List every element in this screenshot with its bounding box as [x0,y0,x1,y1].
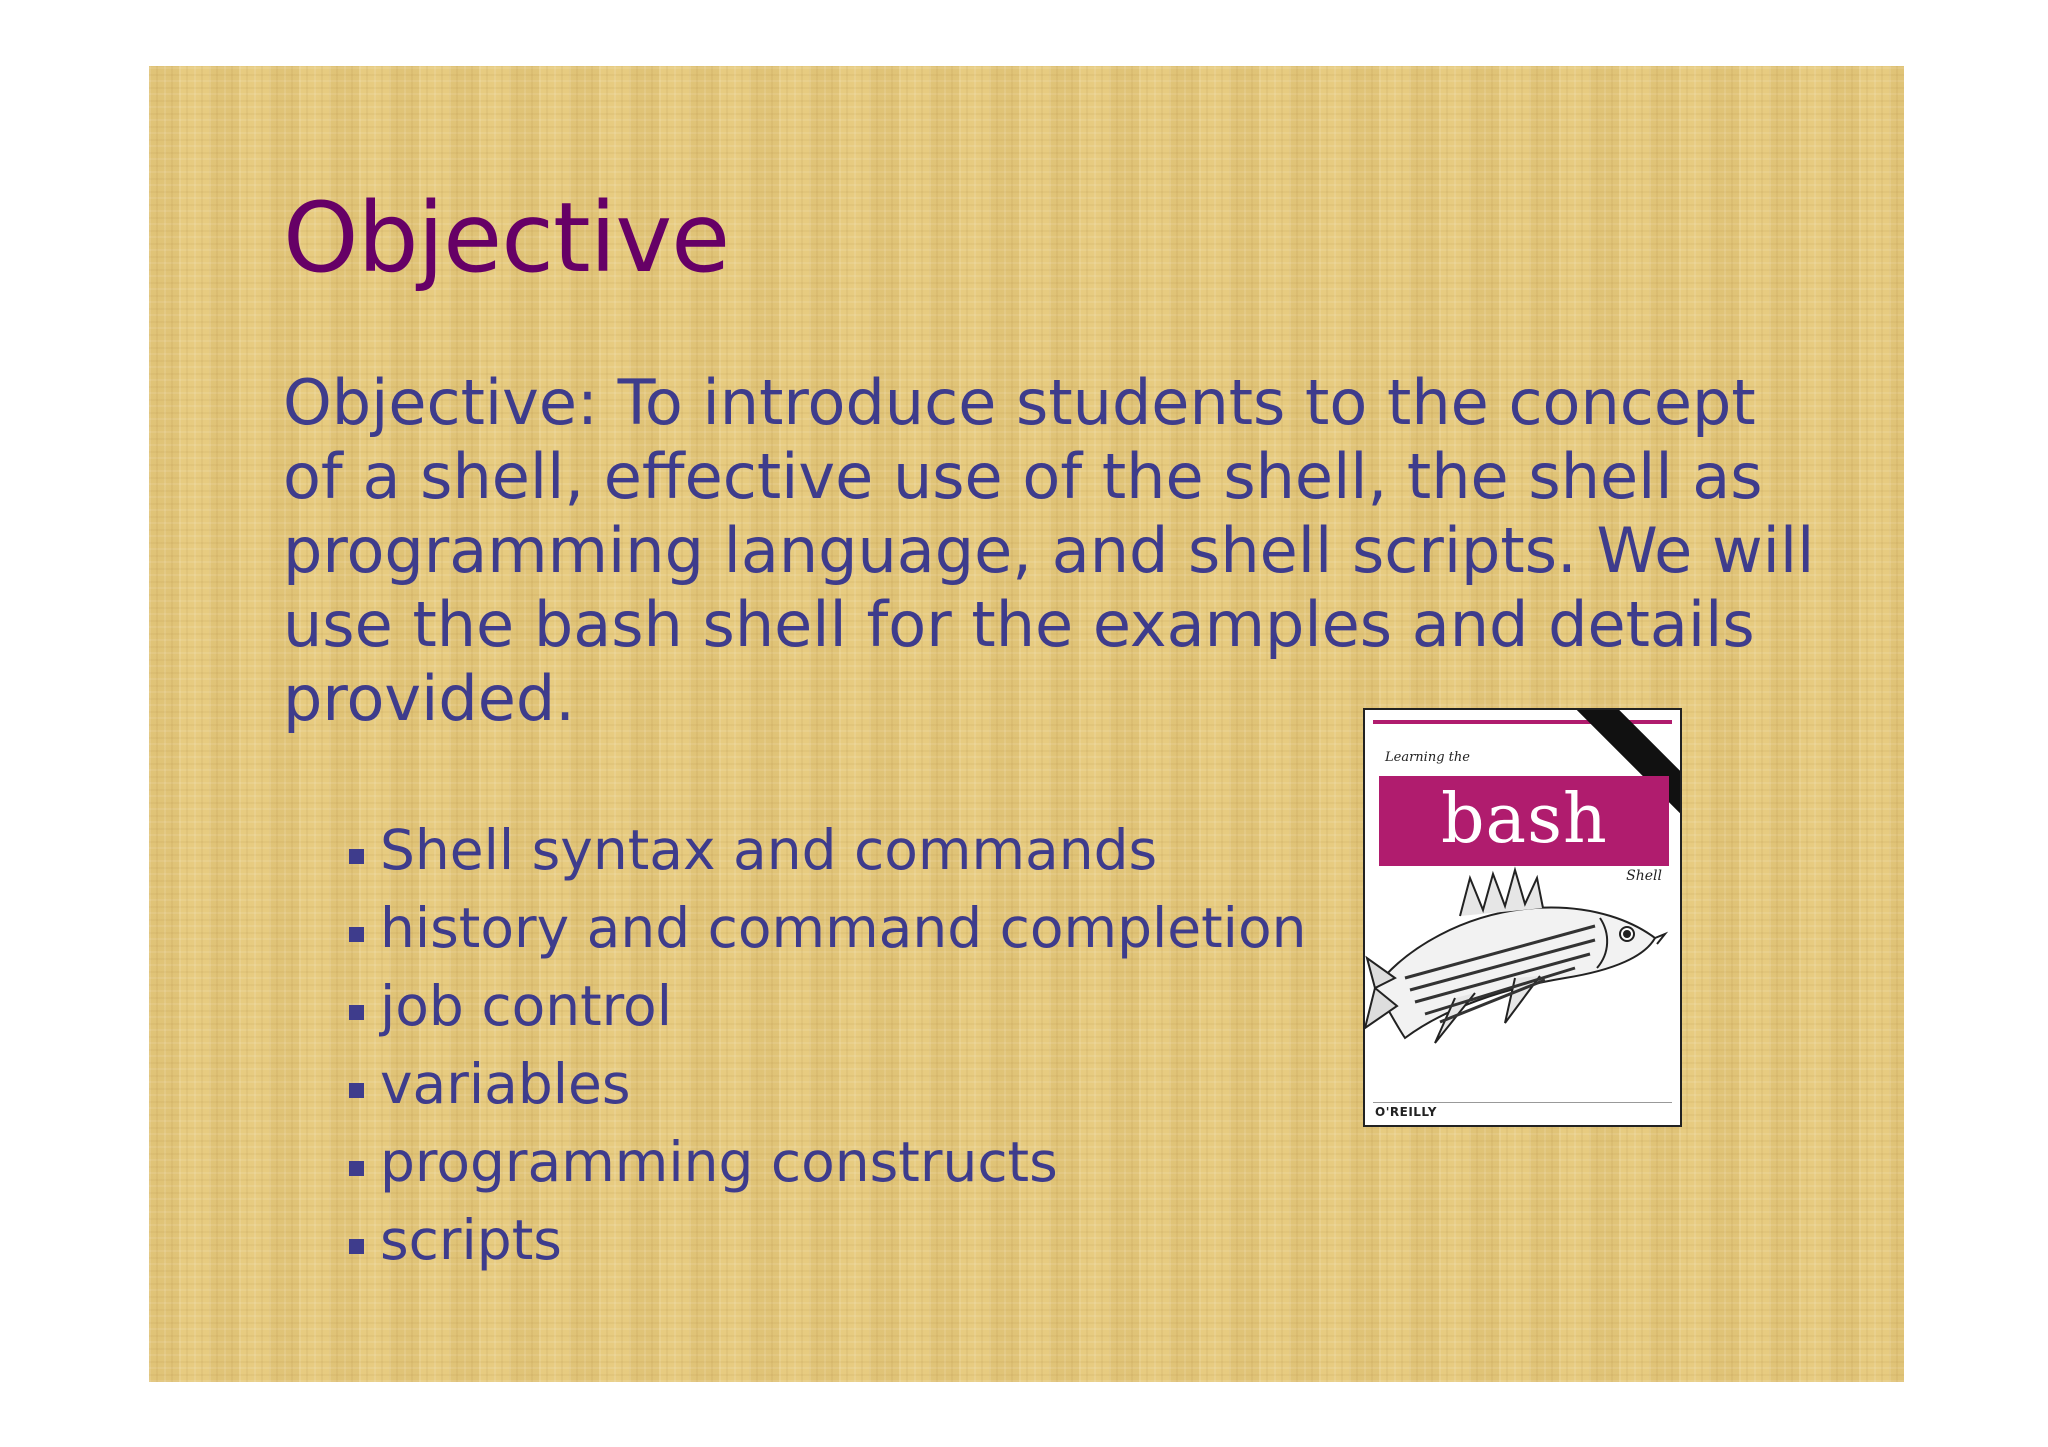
bullet-square-icon [349,849,364,864]
bullet-square-icon [349,1161,364,1176]
list-item [349,1123,1306,1201]
bullet-square-icon [349,1005,364,1020]
cover-title-word: bash [1441,780,1608,859]
list-item-text: scripts [380,1208,562,1272]
list-item [349,967,1306,1045]
list-item-text: history and command completion [380,896,1307,960]
bullet-square-icon [349,1083,364,1098]
list-item [349,889,1306,967]
fish-icon [1365,838,1680,1088]
book-cover-image [1363,708,1682,1127]
list-item-text: job control [380,974,672,1038]
list-item [349,1201,1306,1279]
bullet-square-icon [349,1239,364,1254]
list-item [349,811,1306,889]
list-item-text: programming constructs [380,1130,1058,1194]
bullet-square-icon [349,927,364,942]
objective-paragraph: Objective: To introduce students to the concept of a shell, effective use of the shell, the shell as programming language, and shell scripts. We will use the bash shell for the examples and details provided. [283,366,1815,735]
slide [149,66,1904,1382]
list-item-text: Shell syntax and commands [380,818,1158,882]
cover-footer-rule [1373,1102,1672,1103]
cover-shell-word: Shell [1626,868,1662,884]
publisher-logo: O'REILLY [1375,1105,1437,1119]
topic-list [349,811,1306,1279]
list-item-text: variables [380,1052,631,1116]
slide-title: Objective [283,182,730,294]
cover-subtitle: Learning the [1385,750,1470,765]
list-item [349,1045,1306,1123]
